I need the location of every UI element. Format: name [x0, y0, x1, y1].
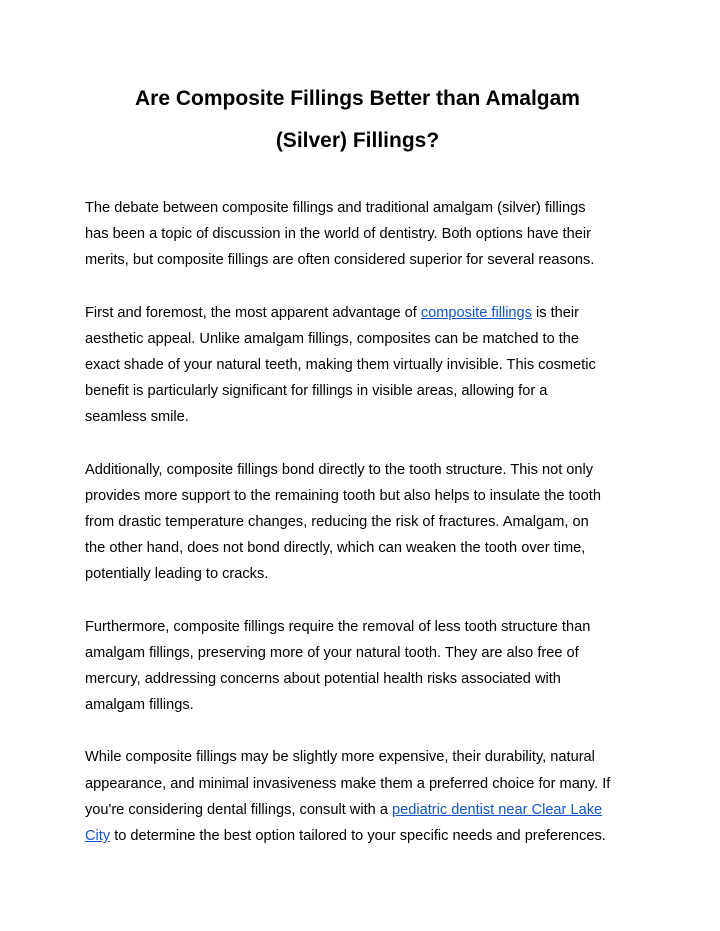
text-line — [85, 300, 630, 326]
text-line: mercury, addressing concerns about potential health risks associated with — [85, 671, 561, 688]
pediatric-dentist-link[interactable]: pediatric dentist near Clear Lake — [392, 801, 603, 818]
text-line: from drastic temperature changes, reducing the risk of fractures. Amalgam, on — [85, 514, 589, 531]
text-fragment: is their — [531, 304, 580, 321]
text-line: amalgam fillings. — [85, 697, 194, 714]
text-line: potentially leading to cracks. — [85, 566, 269, 583]
pediatric-dentist-link-continued[interactable]: City — [85, 828, 111, 845]
text-line: has been a topic of discussion in the world of dentistry. Both options have their — [85, 226, 591, 243]
paragraph-preservation — [85, 614, 630, 719]
text-line — [85, 797, 630, 823]
text-line: amalgam fillings, preserving more of your natural tooth. They are also free of — [85, 644, 579, 661]
text-line: The debate between composite fillings and traditional amalgam (silver) fillings — [85, 200, 586, 216]
text-line: exact shade of your natural teeth, making them virtually invisible. This cosmetic — [85, 357, 596, 374]
text-line — [85, 823, 630, 849]
text-line: seamless smile. — [85, 409, 189, 426]
text-line: aesthetic appeal. Unlike amalgam fillings, composites can be matched to the — [85, 330, 580, 347]
text-fragment: you're considering dental fillings, consult with a — [85, 801, 392, 818]
paragraph-conclusion — [85, 744, 630, 849]
composite-fillings-link[interactable]: composite fillings — [420, 304, 532, 321]
paragraph-bonding — [85, 457, 630, 588]
title-line-2: (Silver) Fillings? — [275, 129, 440, 152]
article-body — [85, 195, 630, 849]
text-line: appearance, and minimal invasiveness make them a preferred choice for many. If — [85, 775, 611, 792]
text-line: the other hand, does not bond directly, which can weaken the tooth over time, — [85, 540, 586, 557]
text-fragment: to determine the best option tailored to your specific needs and preferences. — [110, 828, 606, 845]
text-line: Furthermore, composite fillings require the removal of less tooth structure than — [85, 618, 591, 635]
text-line: merits, but composite fillings are often considered superior for several reasons. — [85, 252, 595, 269]
page-title — [85, 78, 630, 162]
paragraph-intro — [85, 195, 630, 274]
text-line: benefit is particularly significant for fillings in visible areas, allowing for a — [85, 383, 548, 400]
text-line: Additionally, composite fillings bond directly to the tooth structure. This not only — [85, 461, 594, 478]
text-fragment: First and foremost, the most apparent advantage of — [85, 304, 421, 321]
text-line: While composite fillings may be slightly more expensive, their durability, natural — [85, 749, 595, 766]
text-line: provides more support to the remaining tooth but also helps to insulate the tooth — [85, 487, 601, 504]
paragraph-aesthetics — [85, 300, 630, 431]
title-line-1: Are Composite Fillings Better than Amalgam — [135, 87, 580, 110]
